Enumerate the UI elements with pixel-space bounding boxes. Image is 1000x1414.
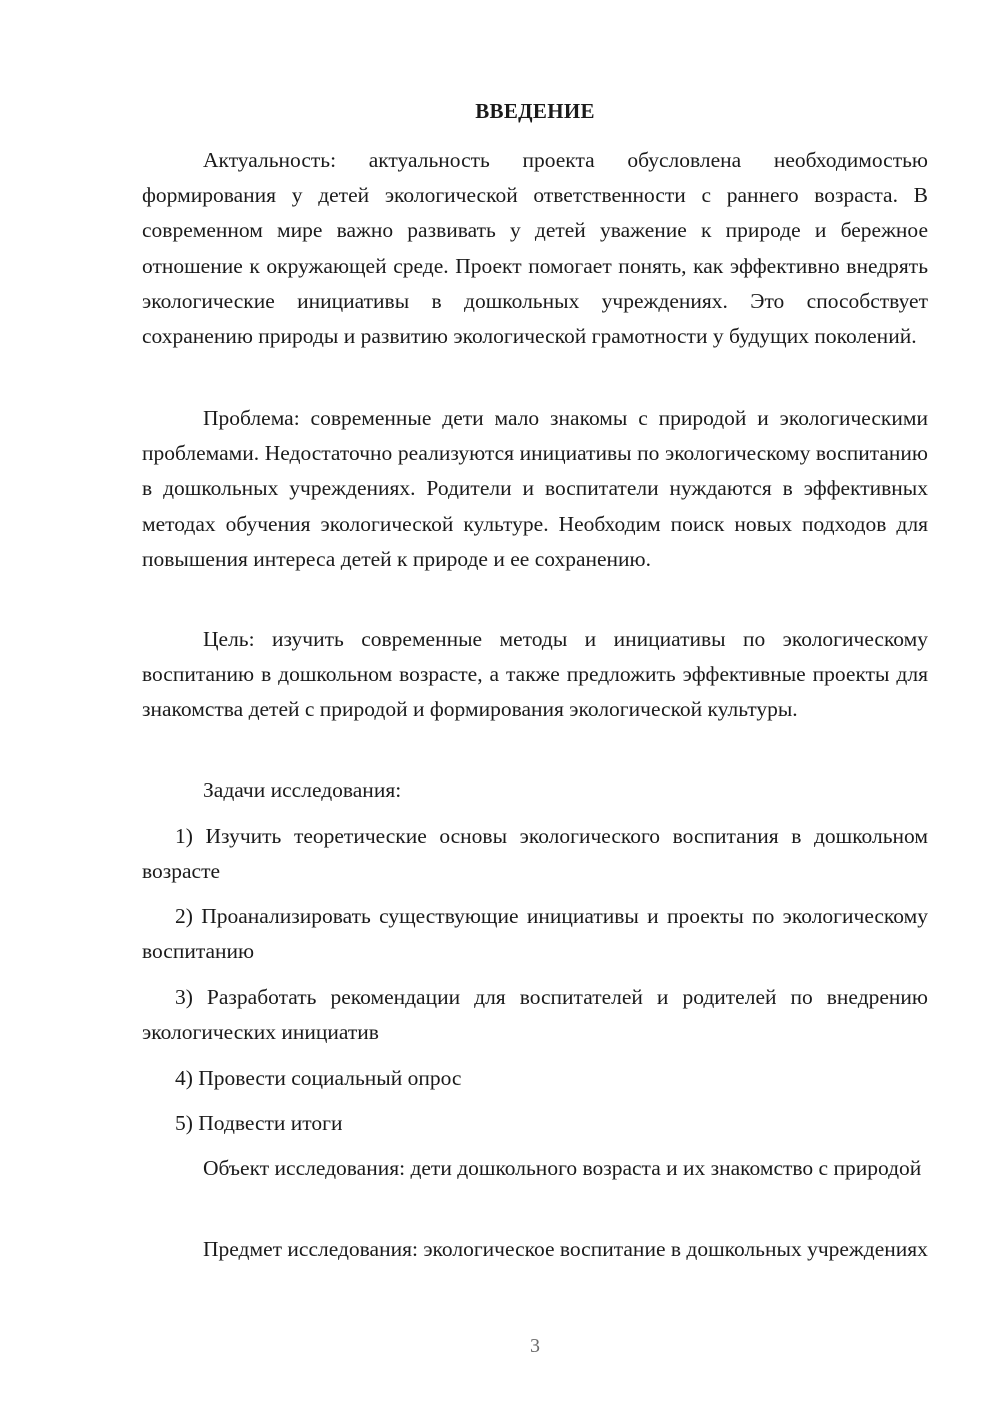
section-title: ВВЕДЕНИЕ <box>475 99 595 123</box>
task-item-1: 1) Изучить теоретические основы экологического воспитания в дошкольном возрасте <box>142 824 928 884</box>
task-item-3: 3) Разработать рекомендации для воспитателей и родителей по внедрению экологических инициатив <box>142 985 928 1045</box>
task-item-5: 5) Подвести итоги <box>175 1111 343 1135</box>
page-number: 3 <box>530 1335 540 1357</box>
tasks-heading: Задачи исследования: <box>203 778 402 802</box>
task-item-4: 4) Провести социальный опрос <box>175 1066 462 1090</box>
problem-paragraph: Проблема: современные дети мало знакомы с природой и экологическими проблемами. Недостаточно реализуются инициативы по экологическому воспитанию в дошкольных учреждениях. Родители и воспитатели нуждаются в эффективных методах обучения экологической культуре. Необходим поиск новых подходов для повышения интереса детей к природе и ее сохранению. <box>142 406 928 571</box>
subject-paragraph: Предмет исследования: экологическое воспитание в дошкольных учреждениях <box>203 1237 928 1261</box>
goal-paragraph: Цель: изучить современные методы и инициативы по экологическому воспитанию в дошкольном возрасте, а также предложить эффективные проекты для знакомства детей с природой и формирования экологической культуры. <box>142 627 928 722</box>
relevance-paragraph: Актуальность: актуальность проекта обусловлена необходимостью формирования у детей экологической ответственности с раннего возраста. В современном мире важно развивать у детей уважение к природе и бережное отношение к окружающей среде. Проект помогает понять, как эффективно внедрять экологические инициативы в дошкольных учреждениях. Это способствует сохранению природы и развитию экологической грамотности у будущих поколений. <box>142 148 928 349</box>
task-item-2: 2) Проанализировать существующие инициативы и проекты по экологическому воспитанию <box>142 904 928 964</box>
object-paragraph: Объект исследования: дети дошкольного возраста и их знакомство с природой <box>203 1156 922 1180</box>
